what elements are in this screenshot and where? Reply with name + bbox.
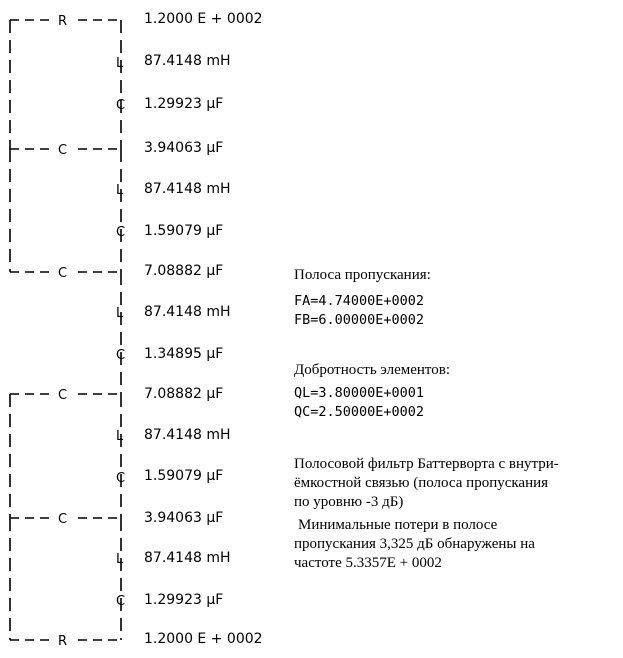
value-cs1: 1.29923 μF	[144, 96, 224, 112]
value-l3: 87.4148 mH	[144, 304, 231, 320]
label-c2: C	[58, 266, 68, 281]
label-r-top: R	[58, 14, 68, 29]
value-cs4: 1.59079 μF	[144, 468, 224, 484]
label-c1: C	[58, 143, 68, 158]
value-c2: 7.08882 μF	[144, 263, 224, 279]
value-l2: 87.4148 mH	[144, 181, 231, 197]
value-cs5: 1.29923 μF	[144, 592, 224, 608]
label-cs1: C	[116, 98, 126, 113]
label-cs2: C	[116, 225, 126, 240]
value-cs3: 1.34895 μF	[144, 346, 224, 362]
label-l2: L	[116, 183, 124, 198]
value-c1: 3.94063 μF	[144, 140, 224, 156]
label-cs5: C	[116, 594, 126, 609]
label-r-bottom: R	[58, 634, 68, 649]
value-c4: 3.94063 μF	[144, 510, 224, 526]
value-r-top: 1.2000 E + 0002	[144, 11, 263, 27]
label-c4: C	[58, 512, 68, 527]
label-l3: L	[116, 306, 124, 321]
label-l5: L	[116, 552, 124, 567]
label-l1: L	[116, 56, 124, 71]
quality-ql: QL=3.80000E+0001	[294, 385, 425, 401]
quality-title: Добротность элементов:	[294, 362, 451, 378]
passband-fa: FA=4.74000E+0002	[294, 293, 425, 309]
value-l5: 87.4148 mH	[144, 550, 231, 566]
loss-line-2: пропускания 3,325 дБ обнаружены на	[294, 536, 535, 552]
label-l4: L	[116, 429, 124, 444]
passband-fb: FB=6.00000E+0002	[294, 312, 425, 328]
description-line-3: по уровню -3 дБ)	[294, 494, 404, 510]
value-r-bottom: 1.2000 E + 0002	[144, 631, 263, 647]
label-cs4: C	[116, 471, 126, 486]
label-cs3: C	[116, 348, 126, 363]
label-c3: C	[58, 388, 68, 403]
value-c3: 7.08882 μF	[144, 386, 224, 402]
description-line-1: Полосовой фильтр Баттерворта с внутри-	[294, 456, 559, 472]
passband-title: Полоса пропускания:	[294, 267, 431, 283]
value-l4: 87.4148 mH	[144, 427, 231, 443]
value-l1: 87.4148 mH	[144, 53, 231, 69]
loss-line-1: Минимальные потери в полосе	[298, 517, 498, 533]
quality-qc: QC=2.50000E+0002	[294, 404, 425, 420]
description-line-2: ёмкостной связью (полоса пропускания	[294, 475, 549, 491]
value-cs2: 1.59079 μF	[144, 223, 224, 239]
loss-line-3: частоте 5.3357E + 0002	[294, 555, 442, 571]
